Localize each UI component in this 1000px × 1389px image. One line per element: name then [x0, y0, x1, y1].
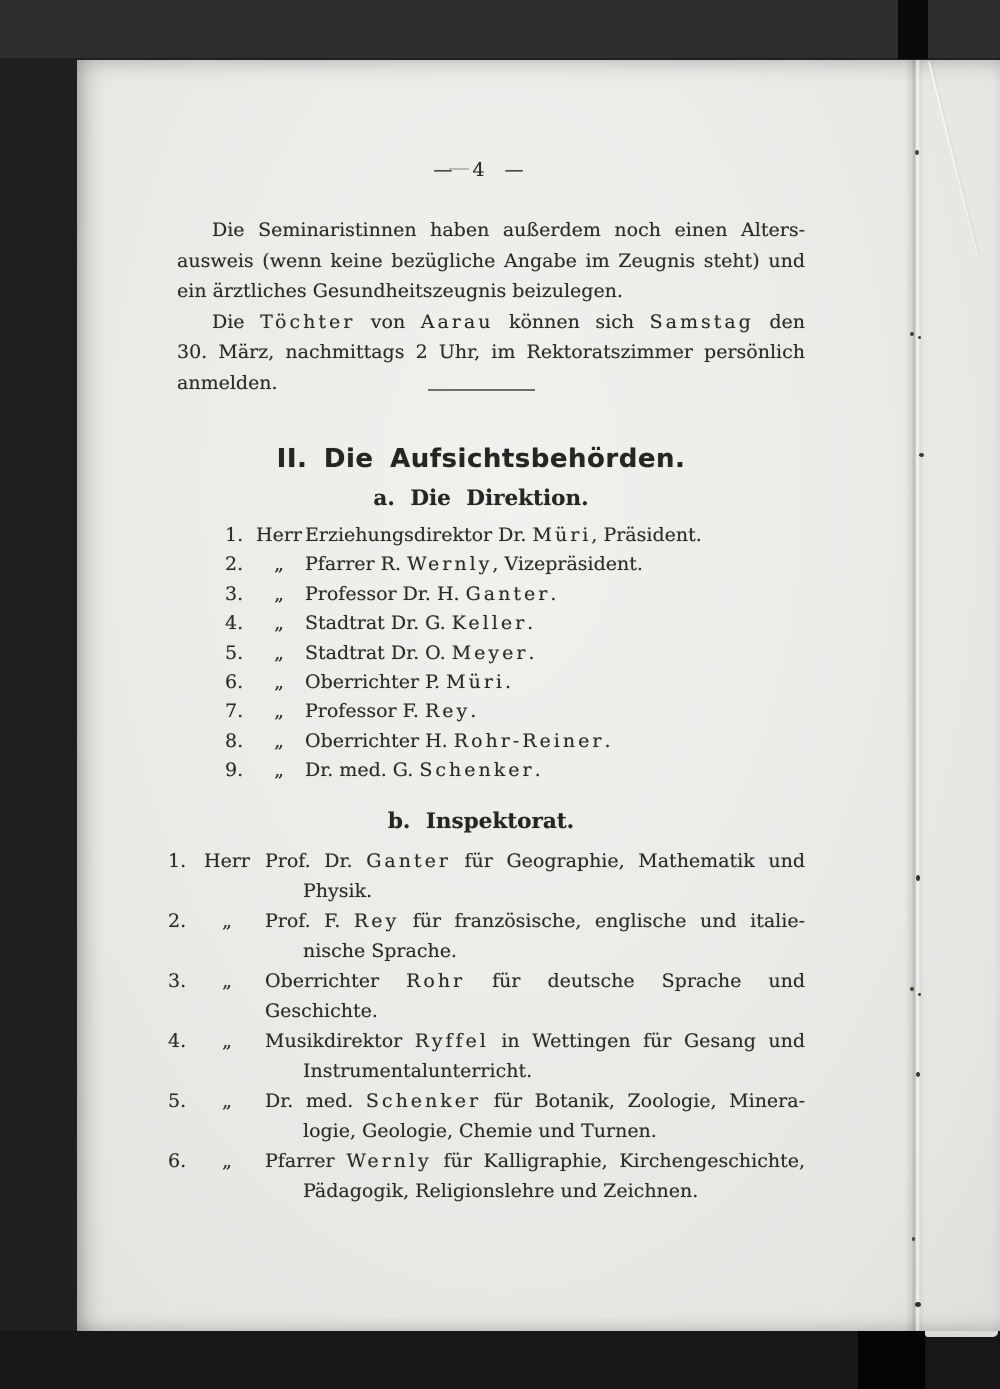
- item-text: [305, 668, 805, 697]
- letterspaced-name: Samstag: [649, 310, 754, 333]
- letterspaced-name: Meyer: [451, 641, 529, 664]
- print-ghost-artifact: [449, 168, 469, 170]
- page-edge-sliver: [925, 1331, 998, 1337]
- item-number: 3.: [168, 970, 187, 992]
- text-line: Oberrichter Rohr für deutsche Sprache und Geschichte.: [265, 970, 806, 1022]
- stitch-mark: [912, 1237, 915, 1241]
- text-line: Oberrichter H. Rohr-Reiner.: [305, 729, 611, 752]
- ditto-mark: „: [274, 641, 284, 664]
- ditto-mark: „: [222, 970, 232, 992]
- letterspaced-name: Müri: [532, 524, 592, 546]
- subsection-b-title: b. Inspektorat.: [387, 809, 575, 834]
- list-item: [77, 580, 857, 609]
- item-text: [265, 906, 805, 966]
- list-item: [77, 639, 857, 668]
- ditto-mark: „: [222, 1150, 232, 1172]
- paragraph: [177, 307, 805, 399]
- item-text: [265, 1086, 805, 1146]
- item-text: [305, 639, 805, 668]
- item-text: [305, 697, 805, 726]
- letterspaced-name: Ganter: [366, 850, 451, 872]
- book-page: [77, 60, 1000, 1331]
- stitch-mark: [915, 1302, 921, 1307]
- list-item: [77, 550, 857, 579]
- list-item: [77, 521, 857, 550]
- stitch-mark: [915, 150, 919, 155]
- list-item: [77, 906, 857, 966]
- item-number: 3.: [225, 582, 244, 605]
- text-line: Professor F. Rey.: [305, 700, 477, 723]
- list-item: [77, 966, 857, 1026]
- section-divider-rule: [428, 389, 535, 391]
- text-line: Pfarrer R. Wernly, Vizepräsident.: [305, 553, 643, 576]
- text-line: ein ärztliches Gesundheitszeugnis beizulegen.: [177, 280, 623, 302]
- text-line: Die Seminaristinnen haben außerdem noch einen Alters-: [212, 219, 805, 241]
- text-line: ausweis (wenn keine bezügliche Angabe im Zeugnis steht) und: [177, 249, 805, 272]
- ditto-mark: „: [274, 759, 284, 782]
- list-item: [77, 846, 857, 906]
- scanner-background-bottom: [0, 1331, 1000, 1389]
- letterspaced-name: Töchter: [260, 310, 356, 333]
- letterspaced-name: Aarau: [420, 310, 494, 333]
- list-item: [77, 1146, 857, 1206]
- item-text: [305, 609, 805, 638]
- stitch-mark: [918, 336, 921, 339]
- ditto-mark: „: [222, 910, 232, 932]
- item-number: 4.: [168, 1030, 187, 1052]
- text-line: logie, Geologie, Chemie und Turnen.: [303, 1120, 657, 1142]
- item-prefix: Herr: [256, 524, 302, 546]
- text-line: Pfarrer Wernly für Kalligraphie, Kirchengeschichte,: [265, 1150, 805, 1172]
- letterspaced-name: Wernly: [346, 1150, 432, 1172]
- item-text: [305, 756, 805, 785]
- text-line: Stadtrat Dr. G. Keller.: [305, 612, 534, 635]
- letterspaced-name: Keller: [451, 612, 528, 635]
- item-text: [305, 550, 805, 579]
- item-number: 6.: [225, 670, 244, 693]
- item-text: [265, 1026, 805, 1086]
- ditto-mark: „: [274, 582, 284, 605]
- item-text: [265, 846, 805, 906]
- ditto-mark: „: [274, 729, 284, 752]
- text-line: Professor Dr. H. Ganter.: [305, 582, 557, 605]
- item-text: [305, 580, 805, 609]
- item-number: 9.: [225, 759, 244, 782]
- book-spine-strip: [898, 0, 928, 59]
- list-item: [77, 1086, 857, 1146]
- ditto-mark: „: [274, 612, 284, 635]
- item-prefix: Herr: [204, 850, 250, 872]
- item-number: 4.: [225, 612, 244, 635]
- list-item: [77, 609, 857, 638]
- text-line: Musikdirektor Ryffel in Wettingen für Gesang und: [265, 1030, 805, 1052]
- text-line: Die Töchter von Aarau können sich Samstag den: [212, 310, 806, 333]
- stitch-mark: [910, 987, 914, 991]
- item-text: [305, 727, 805, 756]
- item-number: 6.: [168, 1150, 187, 1172]
- text-line: Dr. med. Schenker für Botanik, Zoologie, Minera-: [265, 1090, 806, 1112]
- paragraph: [177, 215, 805, 307]
- stitch-mark: [916, 1072, 920, 1077]
- text-line: Prof. F. Rey für französische, englische und italie-: [265, 910, 805, 932]
- letterspaced-name: Rey: [424, 700, 471, 723]
- scanner-background-top: [0, 0, 1000, 58]
- letterspaced-name: Schenker: [365, 1090, 482, 1112]
- stitch-mark: [910, 332, 914, 336]
- text-line: Prof. Dr. Ganter für Geographie, Mathematik und: [265, 850, 805, 872]
- stitch-mark: [919, 453, 924, 457]
- page-fold-crease: [928, 62, 978, 257]
- letterspaced-name: Ganter: [465, 582, 551, 605]
- letterspaced-name: Ryffel: [414, 1030, 489, 1052]
- item-number: 8.: [225, 729, 244, 752]
- letterspaced-name: Rey: [353, 910, 400, 932]
- list-item: [77, 1026, 857, 1086]
- letterspaced-name: Rohr: [406, 970, 466, 992]
- list-item: [77, 727, 857, 756]
- page-number: — 4 —: [433, 159, 525, 181]
- letterspaced-name: Müri: [446, 670, 505, 693]
- item-number: 7.: [225, 700, 244, 723]
- item-text: [305, 521, 805, 550]
- text-line: Pädagogik, Religionslehre und Zeichnen.: [303, 1180, 699, 1202]
- item-number: 5.: [168, 1090, 187, 1112]
- list-item: [77, 697, 857, 726]
- ditto-mark: „: [274, 553, 284, 576]
- intro-paragraphs: [177, 215, 805, 398]
- text-line: anmelden.: [177, 371, 278, 394]
- list-item: [77, 668, 857, 697]
- text-line: Instrumentalunterricht.: [303, 1060, 533, 1082]
- ditto-mark: „: [222, 1090, 232, 1112]
- scanner-background-notch: [858, 1331, 925, 1389]
- item-number: 2.: [168, 910, 187, 932]
- section-title: II. Die Aufsichtsbehörden.: [276, 444, 686, 474]
- ditto-mark: „: [222, 1030, 232, 1052]
- item-number: 5.: [225, 641, 244, 664]
- item-number: 1.: [225, 524, 244, 546]
- inspektorat-list: [77, 846, 857, 1206]
- text-line: 30. März, nachmittags 2 Uhr, im Rektoratszimmer persönlich: [177, 341, 805, 363]
- text-line: Stadtrat Dr. O. Meyer.: [305, 641, 535, 664]
- letterspaced-name: Schenker: [419, 759, 535, 782]
- text-line: Dr. med. G. Schenker.: [305, 759, 541, 782]
- text-line: nische Sprache.: [303, 940, 457, 962]
- direktion-list: [77, 521, 857, 786]
- ditto-mark: „: [274, 700, 284, 723]
- item-text: [265, 1146, 805, 1206]
- ditto-mark: „: [274, 670, 284, 693]
- text-line: Erziehungsdirektor Dr. Müri, Präsident.: [305, 524, 702, 546]
- list-item: [77, 756, 857, 785]
- subsection-a-title: a. Die Direktion.: [373, 486, 589, 511]
- letterspaced-name: Rohr-Reiner: [453, 729, 605, 752]
- item-number: 1.: [168, 850, 187, 872]
- binding-crease: [905, 60, 925, 1331]
- text-line: Physik.: [303, 880, 373, 902]
- item-number: 2.: [225, 553, 244, 576]
- item-text: [265, 966, 805, 1026]
- stitch-mark: [918, 993, 921, 996]
- letterspaced-name: Wernly: [407, 553, 493, 576]
- stitch-mark: [916, 875, 920, 881]
- text-line: Oberrichter P. Müri.: [305, 670, 512, 693]
